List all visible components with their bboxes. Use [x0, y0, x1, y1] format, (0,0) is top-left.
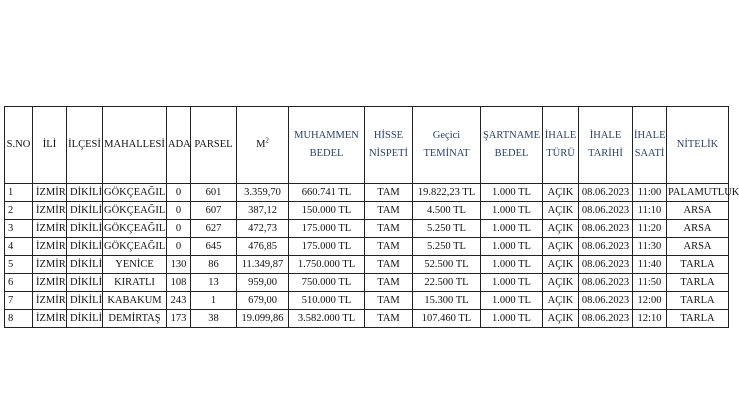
table-body — [5, 184, 739, 328]
cell-gecici-teminat: 15.300 TL — [413, 292, 481, 310]
header-label: HİSSE — [373, 130, 404, 141]
cell-sartname-bedel: 1.000 TL — [481, 292, 543, 310]
cell-muhammen-bedel: 175.000 TL — [289, 220, 365, 238]
header-il — [33, 107, 67, 184]
cell-sartname-bedel: 1.000 TL — [481, 238, 543, 256]
cell-sartname-bedel: 1.000 TL — [481, 184, 543, 202]
cell-gecici-teminat: 19.822,23 TL — [413, 184, 481, 202]
header-label-line2: SAATİ — [634, 148, 665, 159]
cell-il: İZMİR — [33, 256, 67, 274]
header-gecici-teminat — [413, 107, 481, 184]
cell-muhammen-bedel: 750.000 TL — [289, 274, 365, 292]
cell-sartname-bedel: 1.000 TL — [481, 220, 543, 238]
header-hisse-nispeti — [365, 107, 413, 184]
cell-sartname-bedel: 1.000 TL — [481, 256, 543, 274]
cell-ihale-saati: 11:20 — [633, 220, 667, 238]
header-parsel — [191, 107, 237, 184]
cell-ihale-saati: 12:00 — [633, 292, 667, 310]
cell-il: İZMİR — [33, 202, 67, 220]
cell-ilce: DİKİLİ — [67, 292, 103, 310]
cell-gecici-teminat: 4.500 TL — [413, 202, 481, 220]
cell-hisse-nispeti: TAM — [365, 310, 413, 328]
table-row — [5, 310, 729, 328]
cell-ihale-saati: 11:30 — [633, 238, 667, 256]
cell-parsel: 607 — [191, 202, 237, 220]
table-row — [5, 292, 729, 310]
cell-ihale-saati: 11:40 — [633, 256, 667, 274]
table-row — [5, 256, 729, 274]
cell-mahalle: DEMİRTAŞ — [103, 310, 167, 328]
cell-sno: 8 — [5, 310, 33, 328]
cell-ada: 0 — [167, 238, 191, 256]
cell-ihale-saati: 12:10 — [633, 310, 667, 328]
cell-gecici-teminat: 22.500 TL — [413, 274, 481, 292]
cell-ihale-tarihi: 08.06.2023 — [579, 220, 633, 238]
header-label: MAHALLESİ — [104, 139, 165, 150]
cell-parsel: 86 — [191, 256, 237, 274]
table-row — [5, 274, 729, 292]
cell-ihale-turu: AÇIK — [543, 292, 579, 310]
cell-ihale-turu: AÇIK — [543, 256, 579, 274]
header-label: İLÇESİ — [68, 139, 101, 150]
cell-m2: 679,00 — [237, 292, 289, 310]
header-label-line2: TEMİNAT — [423, 148, 470, 159]
cell-nitelik: ARSA — [667, 202, 729, 220]
cell-m2: 959,00 — [237, 274, 289, 292]
cell-sartname-bedel: 1.000 TL — [481, 310, 543, 328]
cell-gecici-teminat: 107.460 TL — [413, 310, 481, 328]
cell-gecici-teminat: 5.250 TL — [413, 238, 481, 256]
cell-ihale-saati: 11:10 — [633, 202, 667, 220]
cell-nitelik: TARLA — [667, 292, 729, 310]
header-label-line2: BEDEL — [309, 148, 344, 159]
table-row — [5, 220, 729, 238]
cell-parsel: 601 — [191, 184, 237, 202]
cell-m2: 472,73 — [237, 220, 289, 238]
cell-muhammen-bedel: 660.741 TL — [289, 184, 365, 202]
cell-ihale-tarihi: 08.06.2023 — [579, 274, 633, 292]
table-row — [5, 238, 729, 256]
cell-sno: 2 — [5, 202, 33, 220]
cell-muhammen-bedel: 1.750.000 TL — [289, 256, 365, 274]
header-label: İHALE — [634, 130, 666, 141]
cell-m2: 19.099,86 — [237, 310, 289, 328]
cell-nitelik: TARLA — [667, 256, 729, 274]
cell-sno: 7 — [5, 292, 33, 310]
header-label: MUHAMMEN — [294, 130, 359, 141]
cell-gecici-teminat: 5.250 TL — [413, 220, 481, 238]
header-muhammen-bedel — [289, 107, 365, 184]
cell-ihale-turu: AÇIK — [543, 274, 579, 292]
cell-ada: 0 — [167, 220, 191, 238]
cell-ihale-tarihi: 08.06.2023 — [579, 292, 633, 310]
cell-ilce: DİKİLİ — [67, 310, 103, 328]
cell-il: İZMİR — [33, 184, 67, 202]
header-label: S.NO — [6, 139, 31, 150]
cell-ada: 173 — [167, 310, 191, 328]
cell-il: İZMİR — [33, 292, 67, 310]
cell-ihale-turu: AÇIK — [543, 184, 579, 202]
table-row — [5, 184, 729, 202]
header-sartname-bedel — [481, 107, 543, 184]
cell-gecici-teminat: 52.500 TL — [413, 256, 481, 274]
cell-ilce: DİKİLİ — [67, 202, 103, 220]
cell-mahalle: KABAKUM — [103, 292, 167, 310]
cell-parsel: 38 — [191, 310, 237, 328]
cell-nitelik: PALAMUTLUK — [667, 184, 729, 202]
header-ilce — [67, 107, 103, 184]
cell-ilce: DİKİLİ — [67, 220, 103, 238]
cell-il: İZMİR — [33, 274, 67, 292]
cell-m2: 387,12 — [237, 202, 289, 220]
cell-ada: 0 — [167, 202, 191, 220]
cell-sartname-bedel: 1.000 TL — [481, 202, 543, 220]
header-sno — [5, 107, 33, 184]
cell-ihale-turu: AÇIK — [543, 238, 579, 256]
cell-il: İZMİR — [33, 310, 67, 328]
header-label-line2: BEDEL — [494, 148, 529, 159]
cell-ihale-turu: AÇIK — [543, 220, 579, 238]
cell-sno: 1 — [5, 184, 33, 202]
cell-sartname-bedel: 1.000 TL — [481, 274, 543, 292]
cell-ihale-tarihi: 08.06.2023 — [579, 184, 633, 202]
header-label: PARSEL — [194, 139, 233, 150]
cell-parsel: 627 — [191, 220, 237, 238]
cell-ilce: DİKİLİ — [67, 238, 103, 256]
cell-mahalle: KIRATLI — [103, 274, 167, 292]
header-superscript: 2 — [265, 136, 269, 145]
cell-hisse-nispeti: TAM — [365, 184, 413, 202]
cell-ada: 243 — [167, 292, 191, 310]
cell-ihale-turu: AÇIK — [543, 202, 579, 220]
cell-hisse-nispeti: TAM — [365, 256, 413, 274]
cell-ihale-tarihi: 08.06.2023 — [579, 310, 633, 328]
header-nitelik — [667, 107, 729, 184]
cell-nitelik: TARLA — [667, 310, 729, 328]
header-ihale-saati — [633, 107, 667, 184]
cell-parsel: 13 — [191, 274, 237, 292]
cell-hisse-nispeti: TAM — [365, 292, 413, 310]
cell-sno: 4 — [5, 238, 33, 256]
header-label: Geçici — [432, 130, 461, 141]
cell-ihale-turu: AÇIK — [543, 310, 579, 328]
cell-hisse-nispeti: TAM — [365, 274, 413, 292]
cell-ihale-tarihi: 08.06.2023 — [579, 238, 633, 256]
cell-parsel: 645 — [191, 238, 237, 256]
cell-ilce: DİKİLİ — [67, 274, 103, 292]
cell-nitelik: ARSA — [667, 220, 729, 238]
table-header-row — [5, 107, 729, 184]
cell-ada: 108 — [167, 274, 191, 292]
header-ada — [167, 107, 191, 184]
cell-il: İZMİR — [33, 220, 67, 238]
cell-il: İZMİR — [33, 238, 67, 256]
header-label: NİTELİK — [676, 139, 719, 150]
cell-parsel: 1 — [191, 292, 237, 310]
cell-muhammen-bedel: 3.582.000 TL — [289, 310, 365, 328]
cell-nitelik: TARLA — [667, 274, 729, 292]
cell-ilce: DİKİLİ — [67, 184, 103, 202]
cell-hisse-nispeti: TAM — [365, 220, 413, 238]
cell-mahalle: GÖKÇEAĞIL — [103, 202, 167, 220]
cell-nitelik: ARSA — [667, 238, 729, 256]
auction-table-container — [4, 106, 739, 328]
cell-hisse-nispeti: TAM — [365, 238, 413, 256]
header-label-line2: NİSPETİ — [368, 148, 409, 159]
cell-sno: 6 — [5, 274, 33, 292]
header-label: İHALE — [589, 130, 622, 141]
cell-muhammen-bedel: 175.000 TL — [289, 238, 365, 256]
cell-ihale-tarihi: 08.06.2023 — [579, 202, 633, 220]
cell-m2: 3.359,70 — [237, 184, 289, 202]
cell-muhammen-bedel: 150.000 TL — [289, 202, 365, 220]
cell-mahalle: GÖKÇEAĞIL — [103, 184, 167, 202]
cell-mahalle: YENİCE — [103, 256, 167, 274]
header-mahalle — [103, 107, 167, 184]
header-m2 — [237, 107, 289, 184]
cell-ihale-tarihi: 08.06.2023 — [579, 256, 633, 274]
header-label-line2: TÜRÜ — [546, 148, 575, 159]
cell-ihale-saati: 11:00 — [633, 184, 667, 202]
cell-ada: 0 — [167, 184, 191, 202]
cell-m2: 11.349,87 — [237, 256, 289, 274]
cell-sno: 3 — [5, 220, 33, 238]
header-ihale-turu — [543, 107, 579, 184]
cell-hisse-nispeti: TAM — [365, 202, 413, 220]
cell-muhammen-bedel: 510.000 TL — [289, 292, 365, 310]
cell-m2: 476,85 — [237, 238, 289, 256]
cell-mahalle: GÖKÇEAĞIL — [103, 238, 167, 256]
header-label: ŞARTNAME — [482, 130, 541, 141]
cell-ada: 130 — [167, 256, 191, 274]
cell-ilce: DİKİLİ — [67, 256, 103, 274]
header-label: İHALE — [544, 130, 577, 141]
header-label: M — [256, 139, 266, 150]
header-label-line2: TARİHİ — [588, 148, 623, 159]
auction-table — [4, 106, 739, 328]
header-ihale-tarihi — [579, 107, 633, 184]
header-label: ADA — [168, 139, 191, 150]
cell-ihale-saati: 11:50 — [633, 274, 667, 292]
cell-sno: 5 — [5, 256, 33, 274]
header-label: İLİ — [42, 139, 57, 150]
cell-mahalle: GÖKÇEAĞIL — [103, 220, 167, 238]
table-row — [5, 202, 729, 220]
